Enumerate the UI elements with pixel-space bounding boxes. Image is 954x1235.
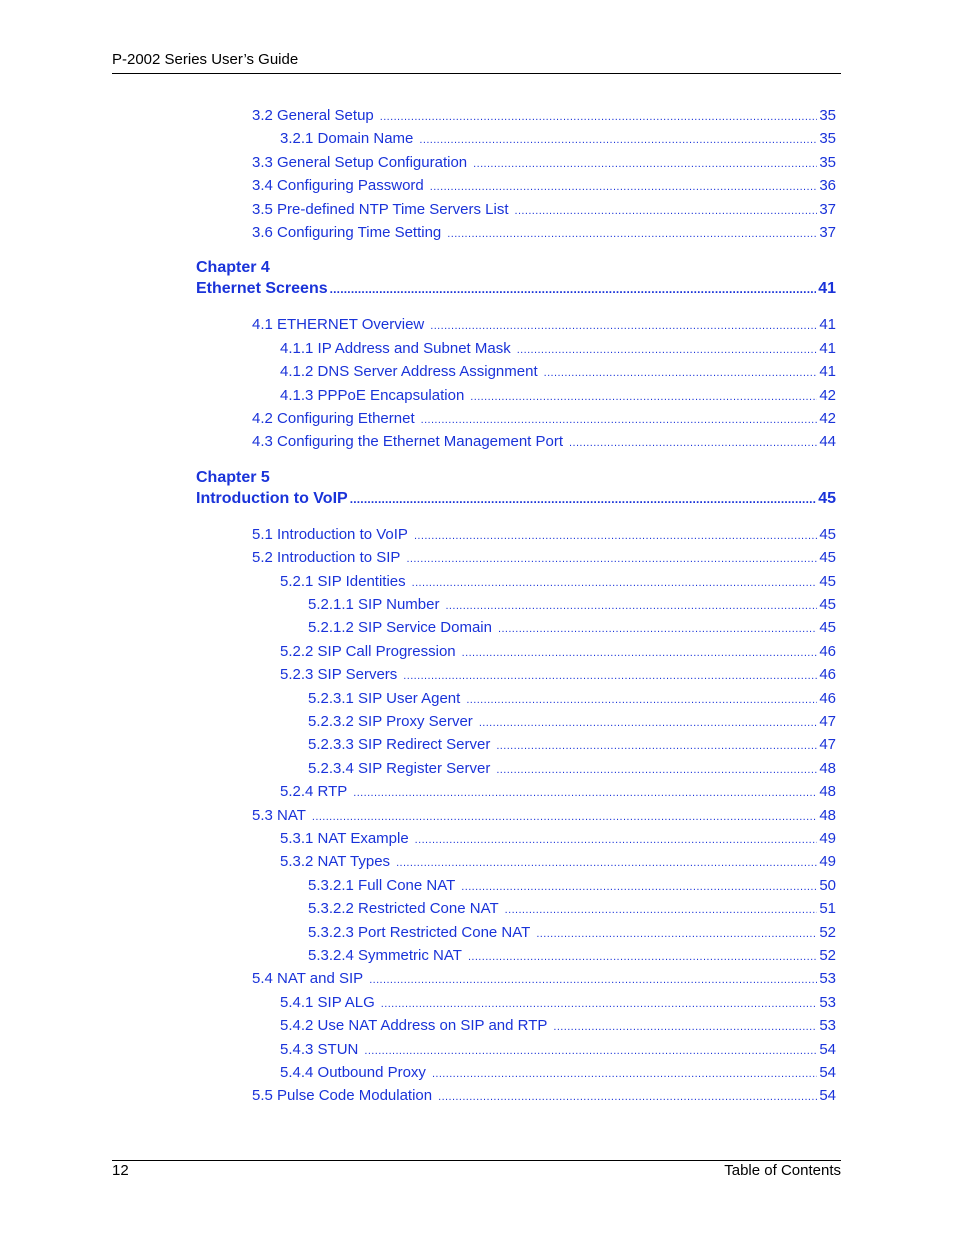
dot-leader (380, 107, 818, 127)
dot-leader (447, 224, 817, 244)
toc-entry[interactable] (280, 1040, 836, 1060)
toc-entry[interactable] (252, 806, 836, 826)
dot-leader (415, 830, 818, 850)
toc-entry-page: 45 (819, 573, 836, 590)
dot-leader (412, 573, 818, 593)
toc-entry-label: 5.1 Introduction to VoIP (252, 526, 408, 543)
toc-entry[interactable] (280, 339, 836, 359)
toc-entry[interactable] (308, 595, 836, 615)
toc-entry-page: 54 (819, 1041, 836, 1058)
toc-entry-page: 41 (819, 316, 836, 333)
dot-leader (403, 666, 817, 686)
dot-leader (466, 690, 817, 710)
toc-entry[interactable] (308, 689, 836, 709)
toc-entry[interactable] (252, 315, 836, 335)
dot-leader (479, 713, 818, 733)
toc-entry-page: 54 (819, 1064, 836, 1081)
toc-entry[interactable] (280, 1016, 836, 1036)
toc-entry[interactable] (280, 572, 836, 592)
toc-entry-label: 5.4.3 STUN (280, 1041, 359, 1058)
toc-entry[interactable] (280, 829, 836, 849)
toc-entry[interactable] (280, 1063, 836, 1083)
toc-entry-page: 53 (819, 1017, 836, 1034)
toc-entry[interactable] (308, 923, 836, 943)
toc-entry-page: 45 (819, 619, 836, 636)
dot-leader (312, 807, 817, 827)
toc-entry-page: 51 (819, 900, 836, 917)
toc-entry-label: 5.3.2 NAT Types (280, 853, 391, 870)
toc-entry-label: 5.2 Introduction to SIP (252, 549, 401, 566)
dot-leader (432, 1064, 817, 1084)
toc-entry[interactable] (280, 665, 836, 685)
toc-entry-label: 4.1 ETHERNET Overview (252, 316, 425, 333)
toc-entry[interactable] (252, 409, 836, 429)
toc-entry-label: 5.3.2.1 Full Cone NAT (308, 877, 456, 894)
toc-entry-page: 44 (819, 433, 836, 450)
dot-leader (544, 363, 818, 383)
toc-entry[interactable] (252, 200, 836, 220)
toc-entry-label: 5.3 NAT (252, 807, 306, 824)
toc-entry-label: 5.3.2.3 Port Restricted Cone NAT (308, 924, 531, 941)
toc-entry[interactable] (252, 153, 836, 173)
dot-leader (430, 316, 817, 336)
toc-entry-page: 42 (819, 410, 836, 427)
toc-entry-label: 4.1.3 PPPoE Encapsulation (280, 387, 465, 404)
toc-entry[interactable] (252, 176, 836, 196)
toc-entry-label: 5.2.1.2 SIP Service Domain (308, 619, 492, 636)
dot-leader (438, 1087, 817, 1107)
toc-entry-label: 5.3.2.2 Restricted Cone NAT (308, 900, 499, 917)
chapter-title: Ethernet Screens (196, 280, 328, 298)
toc-entry[interactable] (252, 548, 836, 568)
toc-entry-page: 48 (819, 807, 836, 824)
toc-entry[interactable] (308, 735, 836, 755)
toc-entry-page: 46 (819, 666, 836, 683)
chapter-title: Introduction to VoIP (196, 489, 348, 507)
toc-entry-label: 5.3.1 NAT Example (280, 830, 409, 847)
dot-leader (369, 970, 817, 990)
toc-entry[interactable] (280, 642, 836, 662)
toc-entry[interactable] (252, 525, 836, 545)
dot-leader (364, 1041, 817, 1061)
dot-leader (517, 340, 818, 360)
toc-entry[interactable] (308, 946, 836, 966)
toc-entry[interactable] (280, 993, 836, 1013)
toc-entry-label: 5.2.3.4 SIP Register Server (308, 760, 491, 777)
dot-leader (430, 177, 818, 197)
guide-title: P-2002 Series User’s Guide (112, 51, 299, 68)
toc-entry-label: 3.2 General Setup (252, 107, 374, 124)
dot-leader (496, 760, 817, 780)
chapter-page: 41 (818, 280, 836, 298)
toc-entry-page: 37 (819, 201, 836, 218)
toc-entry-label: 5.4.1 SIP ALG (280, 994, 375, 1011)
toc-entry-page: 35 (819, 107, 836, 124)
dot-leader (414, 526, 817, 546)
toc-entry-page: 47 (819, 713, 836, 730)
dot-leader (496, 736, 817, 756)
toc-entry[interactable] (308, 876, 836, 896)
toc-entry-page: 52 (819, 924, 836, 941)
toc-entry-page: 49 (819, 830, 836, 847)
toc-entry-page: 36 (819, 177, 836, 194)
dot-leader (505, 900, 818, 920)
toc-entry-label: 3.5 Pre-defined NTP Time Servers List (252, 201, 509, 218)
toc-entry-label: 5.2.1 SIP Identities (280, 573, 406, 590)
toc-entry-label: 4.3 Configuring the Ethernet Management Port (252, 433, 564, 450)
dot-leader (553, 1017, 817, 1037)
dot-leader (461, 877, 817, 897)
toc-entry[interactable] (252, 223, 836, 243)
dot-leader (419, 130, 817, 150)
toc-entry-label: 5.2.2 SIP Call Progression (280, 643, 456, 660)
toc-entry[interactable] (280, 386, 836, 406)
toc-entry[interactable] (280, 362, 836, 382)
toc-entry-label: 5.2.3.3 SIP Redirect Server (308, 736, 491, 753)
toc-entry-page: 42 (819, 387, 836, 404)
dot-leader (515, 201, 818, 221)
toc-entry-page: 45 (819, 549, 836, 566)
toc-entry-label: 4.1.1 IP Address and Subnet Mask (280, 340, 511, 357)
toc-entry-label: 5.4.2 Use NAT Address on SIP and RTP (280, 1017, 548, 1034)
toc-entry-page: 45 (819, 596, 836, 613)
toc-entry-page: 45 (819, 526, 836, 543)
toc-entry[interactable] (252, 106, 836, 126)
toc-entry-label: 5.3.2.4 Symmetric NAT (308, 947, 462, 964)
toc-entry-label: 5.4.4 Outbound Proxy (280, 1064, 426, 1081)
chapter-title-link[interactable] (196, 279, 836, 299)
footer-section-title: Table of Contents (724, 1162, 841, 1179)
dot-leader (470, 387, 817, 407)
toc-entry[interactable] (308, 712, 836, 732)
toc-entry-label: 5.2.3.1 SIP User Agent (308, 690, 461, 707)
dot-leader (536, 924, 817, 944)
toc-entry[interactable] (252, 1086, 836, 1106)
toc-entry[interactable] (280, 129, 836, 149)
toc-entry[interactable] (280, 852, 836, 872)
toc-entry[interactable] (308, 618, 836, 638)
toc-entry-page: 46 (819, 643, 836, 660)
toc-entry-page: 50 (819, 877, 836, 894)
toc-entry-page: 53 (819, 994, 836, 1011)
toc-entry[interactable] (308, 759, 836, 779)
toc-entry-page: 53 (819, 970, 836, 987)
chapter-title-link[interactable] (196, 489, 836, 509)
toc-entry-page: 35 (819, 130, 836, 147)
chapter-page: 45 (818, 489, 836, 507)
dot-leader (445, 596, 817, 616)
toc-entry-label: 5.2.4 RTP (280, 783, 348, 800)
toc-entry-label: 4.2 Configuring Ethernet (252, 410, 415, 427)
dot-leader (396, 853, 817, 873)
dot-leader (406, 549, 817, 569)
dot-leader (498, 619, 817, 639)
toc-entry-label: 5.5 Pulse Code Modulation (252, 1087, 433, 1104)
toc-entry-page: 48 (819, 760, 836, 777)
chapter-number: Chapter 5 (196, 468, 270, 486)
toc-entry-page: 35 (819, 154, 836, 171)
toc-entry-page: 48 (819, 783, 836, 800)
dot-leader (473, 154, 817, 174)
toc-entry-page: 37 (819, 224, 836, 241)
dot-leader (353, 783, 817, 803)
toc-entry-label: 5.2.3 SIP Servers (280, 666, 398, 683)
toc-entry-page: 46 (819, 690, 836, 707)
dot-leader (421, 410, 818, 430)
dot-leader (569, 433, 817, 453)
page-number: 12 (112, 1162, 129, 1179)
chapter-number: Chapter 4 (196, 259, 270, 277)
toc-entry-label: 3.3 General Setup Configuration (252, 154, 468, 171)
toc-entry-label: 3.6 Configuring Time Setting (252, 224, 442, 241)
toc-entry-label: 5.2.3.2 SIP Proxy Server (308, 713, 473, 730)
toc-entry-page: 54 (819, 1087, 836, 1104)
toc-entry-label: 5.4 NAT and SIP (252, 970, 364, 987)
toc-entry[interactable] (252, 969, 836, 989)
toc-entry[interactable] (308, 899, 836, 919)
toc-entry[interactable] (252, 432, 836, 452)
toc-entry-label: 3.4 Configuring Password (252, 177, 424, 194)
toc-entry-label: 5.2.1.1 SIP Number (308, 596, 440, 613)
toc-entry-page: 49 (819, 853, 836, 870)
toc-entry-page: 41 (819, 363, 836, 380)
dot-leader (468, 947, 817, 967)
dot-leader (381, 994, 818, 1014)
dot-leader (330, 279, 817, 299)
toc-entry-page: 52 (819, 947, 836, 964)
page-footer (112, 1160, 841, 1179)
dot-leader (350, 489, 817, 509)
dot-leader (462, 643, 818, 663)
toc-entry[interactable] (280, 782, 836, 802)
toc-entry-label: 3.2.1 Domain Name (280, 130, 414, 147)
toc-entry-page: 41 (819, 340, 836, 357)
toc-entry-page: 47 (819, 736, 836, 753)
toc-entry-label: 4.1.2 DNS Server Address Assignment (280, 363, 538, 380)
